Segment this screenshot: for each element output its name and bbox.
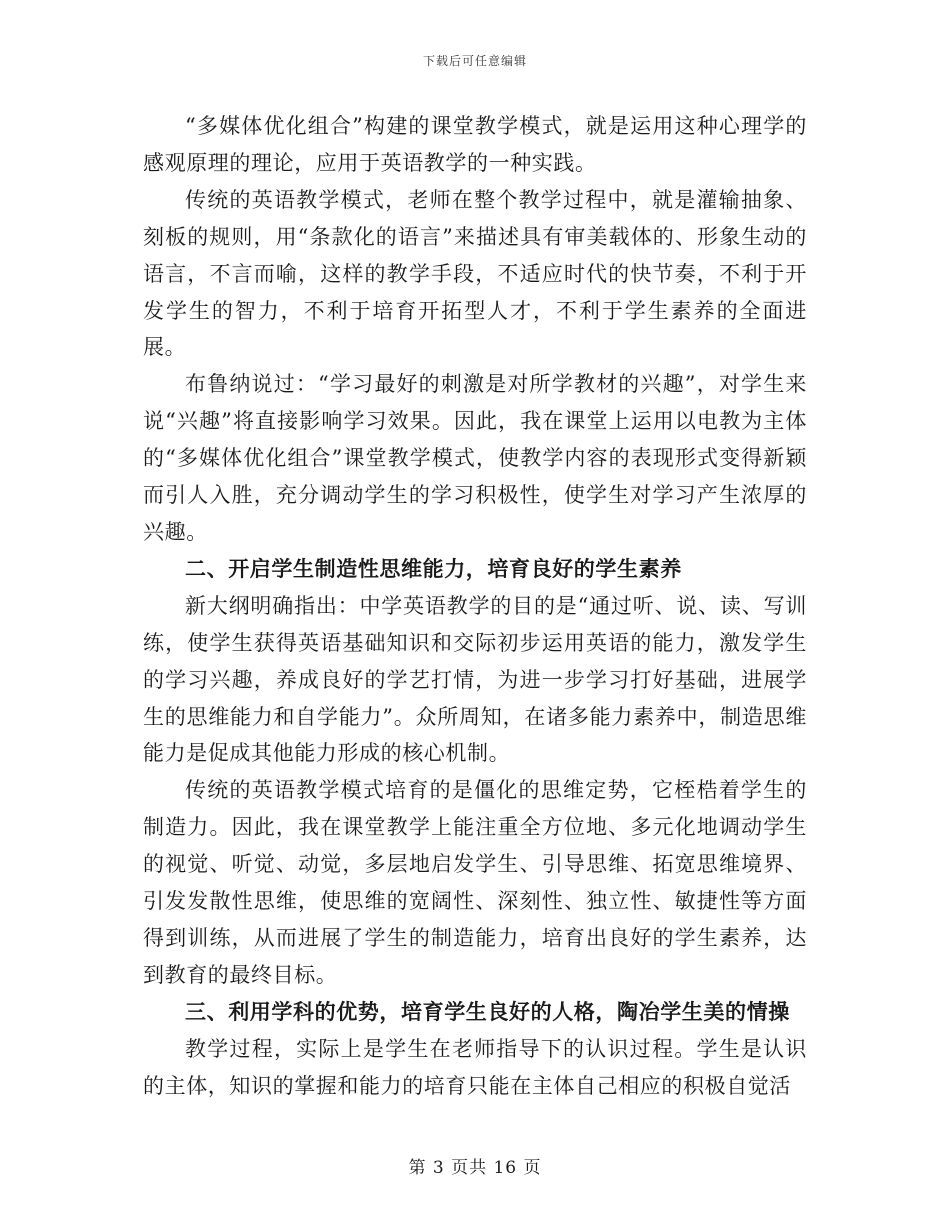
section-heading: 二、开启学生制造性思维能力，培育良好的学生素养 bbox=[185, 555, 682, 581]
document-body bbox=[143, 108, 807, 1104]
paragraph: “多媒体优化组合”构建的课堂教学模式，就是运用这种心理学的感观原理的理论，应用于英语教学的一种实践。 bbox=[143, 114, 807, 175]
paragraph: 布鲁纳说过：“学习最好的刺激是对所学教材的兴趣”，对学生来说“兴趣”将直接影响学习效果。因此，我在课堂上运用以电教为主体的“多媒体优化组合”课堂教学模式，使教学内容的表现形式变得新颖而引人入胜，充分调动学生的学习积极性，使学生对学习产生浓厚的兴趣。 bbox=[143, 372, 807, 544]
paragraph: 教学过程，实际上是学生在老师指导下的认识过程。学生是认识的主体，知识的掌握和能力的培育只能在主体自己相应的积极自觉活 bbox=[143, 1036, 807, 1098]
section-heading: 三、利用学科的优势，培育学生良好的人格，陶冶学生美的情操 bbox=[185, 998, 790, 1024]
paragraph: 新大纲明确指出：中学英语教学的目的是“通过听、说、读、写训练，使学生获得英语基础知识和交际初步运用英语的能力，激发学生的学习兴趣，养成良好的学艺打情，为进一步学习打好基础，进展学生的思维能力和自学能力”。众所周知，在诸多能力素养中，制造思维能力是促成其他能力形成的核心机制。 bbox=[143, 593, 807, 766]
paragraph: 传统的英语教学模式，老师在整个教学过程中，就是灌输抽象、刻板的规则，用“条款化的语言”来描述具有审美载体的、形象生动的语言，不言而喻，这样的教学手段，不适应时代的快节奏，不利于开发学生的智力，不利于培育开拓型人才，不利于学生素养的全面进展。 bbox=[143, 187, 807, 360]
page-header: 下载后可任意编辑 bbox=[422, 54, 527, 68]
paragraph: 传统的英语教学模式培育的是僵化的思维定势，它桎梏着学生的制造力。因此，我在课堂教学上能注重全方位地、多元化地调动学生的视觉、听觉、动觉，多层地启发学生、引导思维、拓宽思维境界、引发发散性思维，使思维的宽阔性、深刻性、独立性、敏捷性等方面得到训练，从而进展了学生的制造能力，培育出良好的学生素养，达到教育的最终目标。 bbox=[143, 778, 807, 987]
page-number: 第 3 页共 16 页 bbox=[408, 1158, 542, 1178]
